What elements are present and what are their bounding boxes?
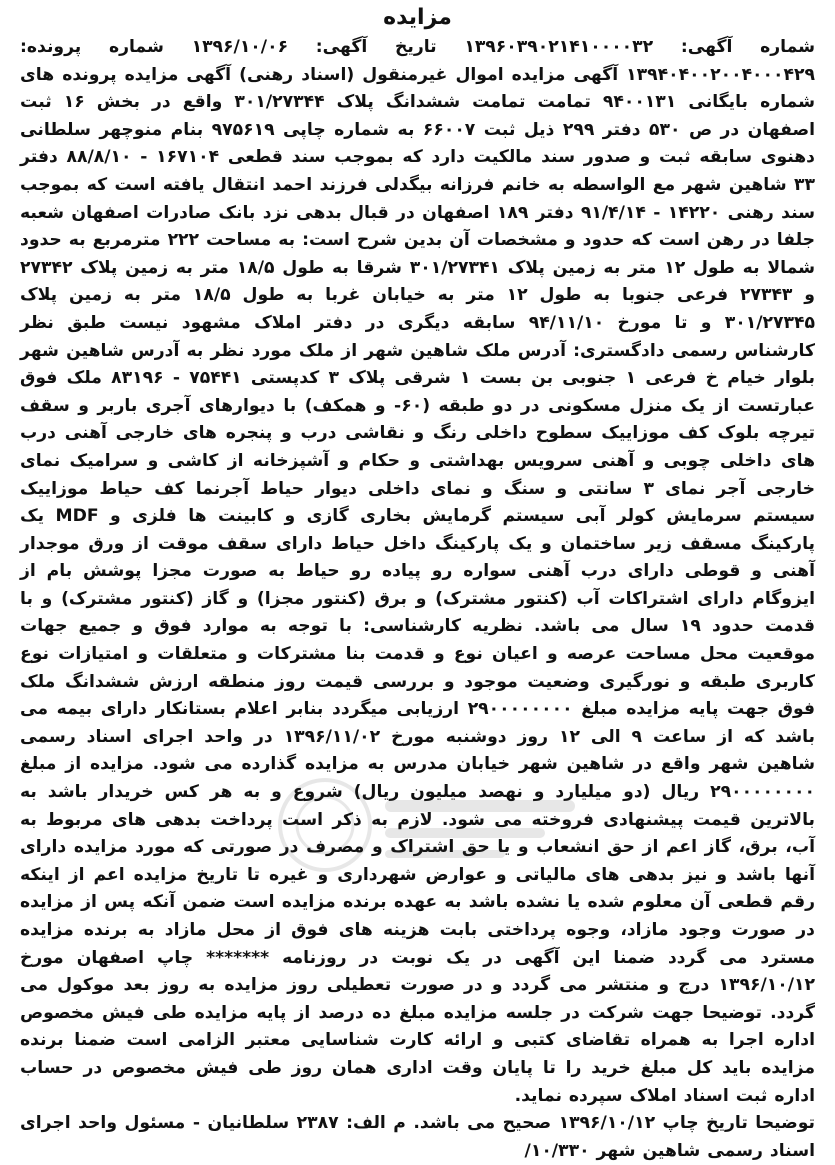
notice-paragraph-main: شماره آگهی: ۱۳۹۶۰۳۹۰۲۱۴۱۰۰۰۰۳۲ تاریخ آگهی: ۱۳۹۶/۱۰/۰۶ شماره پرونده: ۱۳۹۴۰۴۰۰۲۰۰۴۰۰۰۴۲۹ آگهی مزایده اموال غیرمنقول (اسناد رهنی) آگهی مزایده پرونده های شماره بایگانی ۹۴۰۰۱۳۱ تمامت تمامت ششدانگ پلاک ۳۰۱/۲۷۳۴۴ واقع در بخش ۱۶ ثبت اصفهان در ص ۵۳۰ دفتر ۲۹۹ ذیل ثبت ۶۶۰۰۷ به شماره چاپی ۹۷۵۶۱۹ بنام منوچهر سلطانی دهنوی سابقه ثبت و صدور سند مالکیت دارد که بموجب سند قطعی ۱۶۷۱۰۴ - ۸۸/۸/۱۰ دفتر ۳۳ شاهین شهر مع الواسطه به خانم فرزانه بیگدلی فرزند احمد انتقال یافته است که بموجب سند رهنی ۱۴۲۲۰ - ۹۱/۴/۱۴ دفتر ۱۸۹ اصفهان در قبال بدهی نزد بانک صادرات اصفهان شعبه جلفا در رهن است که حدود و مشخصات آن بدین شرح است: به مساحت ۲۲۲ مترمربع به حدود شمالا به طول ۱۲ متر به زمین پلاک ۳۰۱/۲۷۳۴۱ شرقا به طول ۱۸/۵ متر به زمین پلاک ۲۷۳۴۲ و ۲۷۳۴۳ فرعی جنوبا به طول ۱۲ متر به خیابان غربا به طول ۱۸/۵ متر به زمین پلاک ۳۰۱/۲۷۳۴۵ و تا مورخ ۹۴/۱۱/۱۰ سابقه دیگری در دفتر املاک مشهود نیست طبق نظر کارشناس رسمی دادگستری: آدرس ملک شاهین شهر از ملک مورد نظر به آدرس شاهین شهر بلوار خیام خ فرعی ۱ جنوبی بن بست ۱ شرقی پلاک ۳ کدپستی ۷۵۴۴۱ - ۸۳۱۹۶ ملک فوق عبارتست از یک منزل مسکونی در دو طبقه (۶۰- و همکف) با دیوارهای آجری باربر و سقف تیرچه بلوک کف موزاییک سطوح داخلی رنگ و نقاشی درب و پنجره های خارجی آهنی درب های داخلی چوبی و آهنی سرویس بهداشتی و حکام و آشپزخانه از کاشی و سرامیک نمای خارجی آجر نمای ۳ سانتی و سنگ و نمای داخلی دیوار حیاط آجرنما کف حیاط موزاییک سیستم سرمایش کولر آبی سیستم گرمایش بخاری گازی و کابینت ها فلزی و MDF یک پارکینگ مسقف زیر ساختمان و یک پارکینگ داخل حیاط دارای سقف موقت از ورق موجدار آهنی و قوطی دارای درب آهنی سواره رو پیاده رو حیاط به صورت مجزا پوشش بام از ایزوگام دارای اشتراکات آب (کنتور مشترک) و برق (کنتور مجزا) و گاز (کنتور مشترک) و با قدمت حدود ۱۹ سال می باشد. نظریه کارشناسی: با توجه به موارد فوق و جمیع جهات موقعیت محل مساحت عرصه و اعیان نوع و قدمت بنا مشترکات و متعلقات و امتیازات نوع کاربری طبقه و نورگیری وضعیت موجود و بررسی قیمت روز منطقه ارزش ششدانگ ملک فوق جهت پایه مزایده مبلغ ۲۹۰۰۰۰۰۰۰۰ ارزیابی میگردد بنابر اعلام بستانکار دارای بیمه می باشد که از ساعت ۹ الی ۱۲ روز دوشنبه مورخ ۱۳۹۶/۱۱/۰۲ در واحد اجرای اسناد رسمی شاهین شهر واقع در شاهین شهر خیابان مدرس به مزایده گذارده می شود. مزایده از مبلغ ۲۹۰۰۰۰۰۰۰۰ ریال (دو میلیارد و نهصد میلیون ریال) شروع و به هر کس خریدار باشد به بالاترین قیمت پیشنهادی فروخته می شود. لازم به ذکر است پرداخت بدهی های مربوط به آب، برق، گاز اعم از حق انشعاب و یا حق اشتراک و مصرف در صورتی که مورد مزایده دارای آنها باشد و نیز بدهی های مالیاتی و عوارض شهرداری و غیره تا تاریخ مزایده اعم از اینکه رقم قطعی آن معلوم شده یا نشده باشد به عهده برنده مزایده است ضمن آنکه پس از مزایده در صورت وجود مازاد، وجوه پرداختی بابت هزینه های فوق از محل مازاد به برنده مزایده مسترد می گردد ضمنا این آگهی در یک نوبت در روزنامه ******* چاپ اصفهان مورخ ۱۳۹۶/۱۰/۱۲ درج و منتشر می گردد و در صورت تعطیلی روز مزایده به روز بعد موکول می گردد. توضیحا جهت شرکت در جلسه مزایده مبلغ ده درصد از پایه مزایده طی فیش مخصوص اداره اجرا به همراه تقاضای کتبی و ارائه کارت شناسایی معتبر الزامی است ضمنا برنده مزایده باید کل مبلغ خرید را تا پایان وقت اداری همان روز طی فیش مخصوص در حساب اداره ثبت اسناد املاک سپرده نماید.	[20, 37, 816, 1106]
notice-paragraph-footer: توضیحا تاریخ چاپ ۱۳۹۶/۱۰/۱۲ صحیح می باشد. م الف: ۲۳۸۷ سلطانیان - مسئول واحد اجرای اسناد رسمی شاهین شهر ۱۰/۳۳۰/	[20, 1113, 815, 1161]
notice-body	[20, 34, 815, 1165]
notice-title: مزایده	[383, 5, 452, 30]
